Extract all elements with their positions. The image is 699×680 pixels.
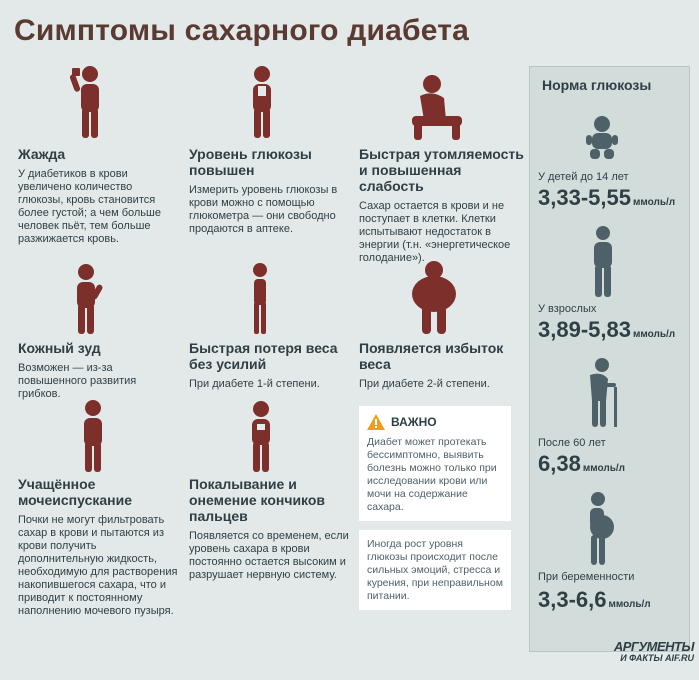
norm-unit: ммоль/л <box>608 599 651 610</box>
norm-label-children: У детей до 14 лет <box>538 171 629 183</box>
norm-value-adults <box>538 317 675 343</box>
norm-range: 3,89-5,83 <box>538 317 631 342</box>
symptom-heading: Учащённое мочеиспускание <box>18 476 133 508</box>
norm-label-adults: У взрослых <box>538 303 597 315</box>
person-glucometer-icon <box>245 64 279 140</box>
warning-icon <box>367 414 385 430</box>
symptom-urination <box>18 476 178 618</box>
elderly-icon <box>580 357 622 427</box>
glucose-norm-panel <box>529 66 690 652</box>
symptom-fatigue <box>359 146 524 265</box>
symptom-heading: Быстрая утомляемость и повышенная слабость <box>359 146 524 194</box>
norm-range: 6,38 <box>538 451 581 476</box>
symptom-heading: Уровень глюкозы повышен <box>189 146 312 178</box>
logo-line-2: И ФАКТЫ AIF.RU <box>620 653 694 663</box>
symptom-weight-gain <box>359 340 524 391</box>
norm-unit: ммоль/л <box>632 197 676 208</box>
person-urination-icon <box>76 398 110 472</box>
norm-range: 3,3-6,6 <box>538 587 607 612</box>
symptom-heading: Появляется избыток веса <box>359 340 504 372</box>
warning-text: Диабет может протекать бессимптомно, выявить болезнь можно только при исследовании крови или мочи на содержание сахара. <box>367 436 497 513</box>
norm-value-elderly <box>538 451 625 477</box>
symptom-thirst <box>18 146 178 246</box>
person-tired-sitting-icon <box>410 72 464 140</box>
norm-value-children <box>538 185 675 211</box>
person-overweight-icon <box>410 260 458 334</box>
symptom-heading: Покалывание и онемение кончиков пальцев <box>189 476 326 524</box>
baby-icon <box>586 115 618 163</box>
symptom-text: Возможен — из-за повышенного развития грибков. <box>18 362 137 400</box>
adult-icon <box>590 225 616 297</box>
person-itching-icon <box>68 262 108 334</box>
symptom-itching <box>18 340 178 401</box>
symptom-text: Появляется со временем, если уровень сахара в крови постоянно остается высоким и разрушает нервную систему. <box>189 530 349 581</box>
warning-card <box>359 406 511 521</box>
warning-label: ВАЖНО <box>391 415 437 429</box>
norm-value-pregnancy <box>538 587 651 613</box>
person-thin-icon <box>248 262 272 334</box>
symptom-weight-loss <box>189 340 349 391</box>
symptom-text: У диабетиков в крови увеличено количество глюкозы, кровь становится более густой; а чем больше человек пьёт, тем больше разжижается кровь. <box>18 168 161 245</box>
norm-unit: ммоль/л <box>582 463 625 474</box>
person-numbness-icon <box>245 400 277 472</box>
symptom-heading: Быстрая потеря веса без усилий <box>189 340 338 372</box>
pregnant-woman-icon <box>584 491 616 565</box>
symptom-numbness <box>189 476 349 582</box>
symptom-high-glucose <box>189 146 349 236</box>
norm-label-pregnancy: При беременности <box>538 571 635 583</box>
symptom-heading: Жажда <box>18 146 66 162</box>
aif-logo <box>590 640 694 664</box>
symptom-heading: Кожный зуд <box>18 340 101 356</box>
norm-range: 3,33-5,55 <box>538 185 631 210</box>
symptom-text: При диабете 2-й степени. <box>359 378 490 390</box>
symptom-text: При диабете 1-й степени. <box>189 378 320 390</box>
symptom-text: Измерить уровень глюкозы в крови можно с помощью глюкометра — они свободно продаются в аптеке. <box>189 184 338 235</box>
norm-unit: ммоль/л <box>632 329 676 340</box>
norm-label-elderly: После 60 лет <box>538 437 606 449</box>
symptom-text: Сахар остается в крови и не поступает в клетки. Клетки испытывают недостаток в энергии (т.н. «энергетическое голодание»). <box>359 200 511 264</box>
person-drinking-icon <box>68 64 108 140</box>
page-title: Симптомы сахарного диабета <box>14 14 469 47</box>
note-card <box>359 530 511 610</box>
note-text: Иногда рост уровня глюкозы происходит после сильных эмоций, стресса и курения, при неправильном питании. <box>367 538 503 602</box>
glucose-norm-title: Норма глюкозы <box>542 77 652 93</box>
symptom-text: Почки не могут фильтровать сахар в крови и пытаются из крови получить дополнительную жидкость, необходимую для растворения накопившегося сахара, что и приводит к постоянному наполнению мочевого пузыря. <box>18 514 178 617</box>
logo-line-1: АРГУМЕНТЫ <box>613 639 694 654</box>
